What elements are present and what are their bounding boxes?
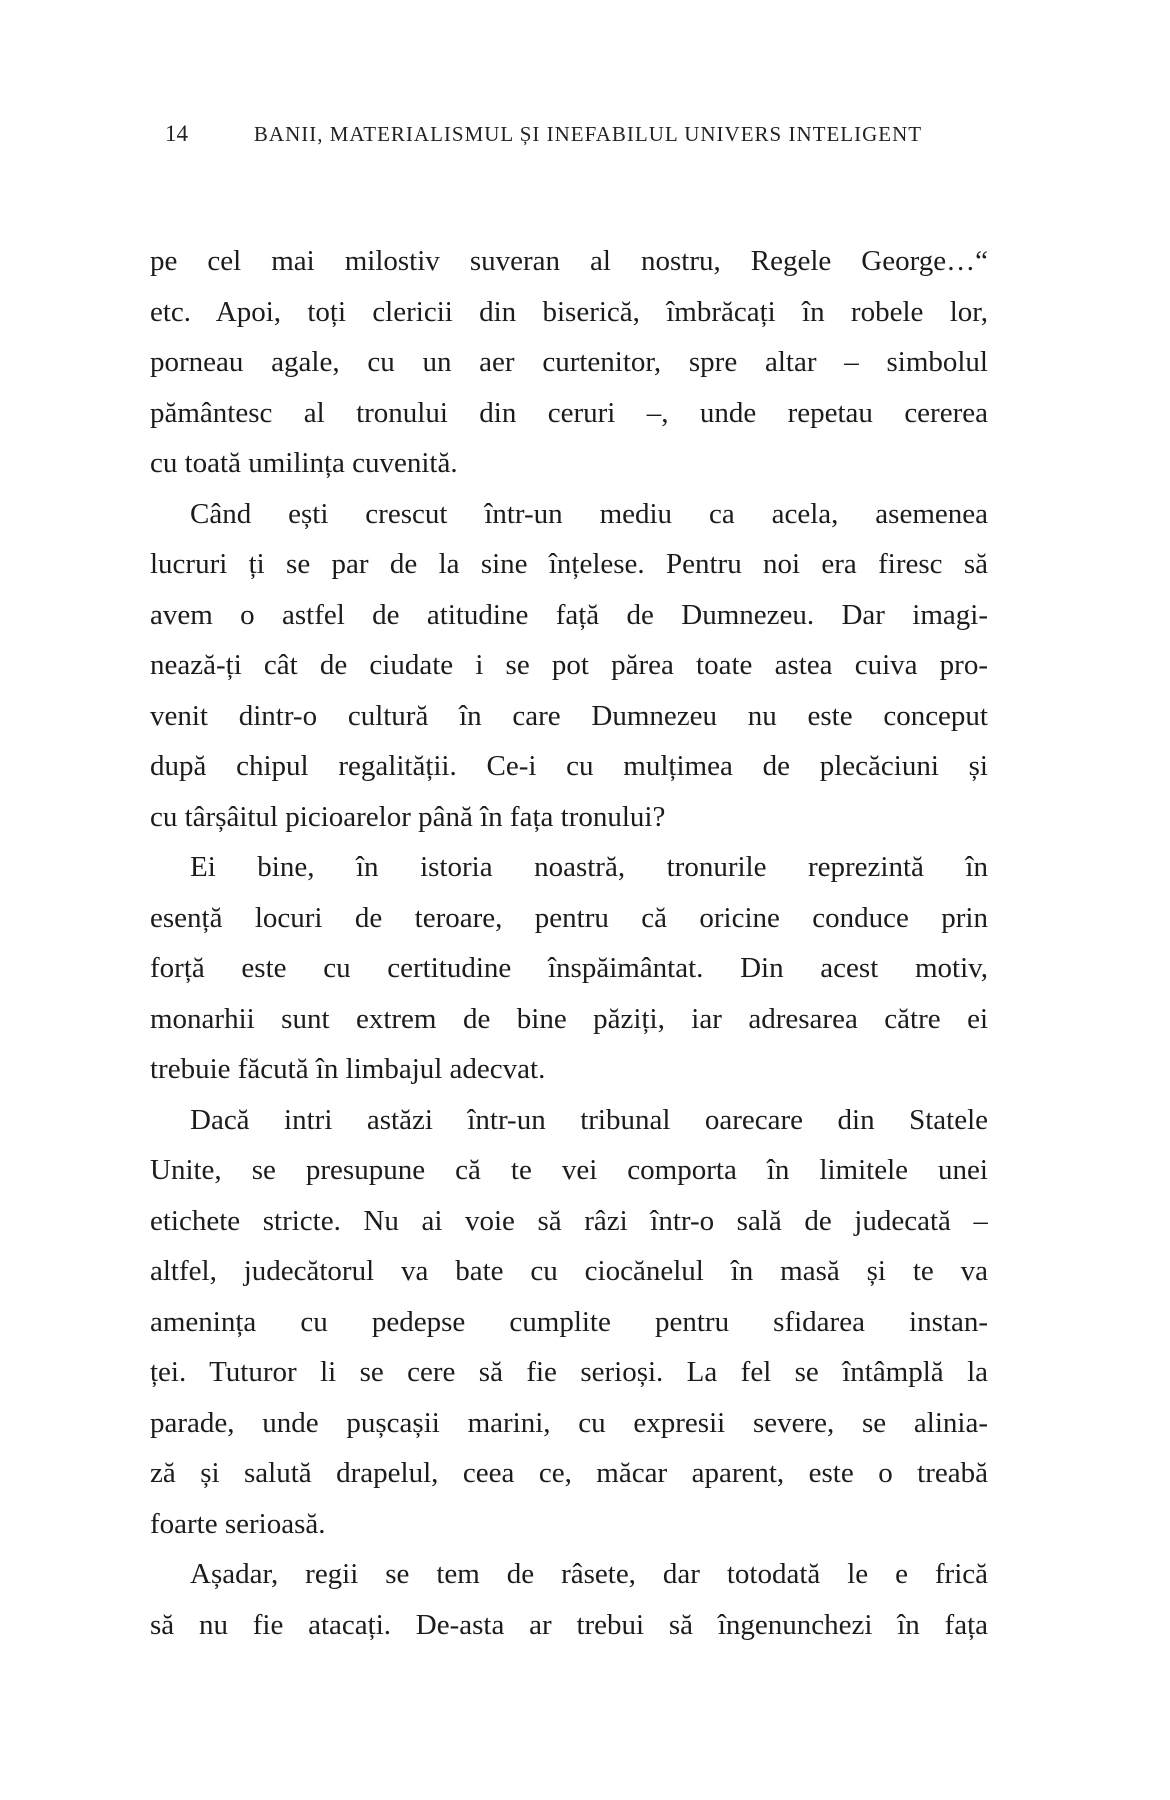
text-line: porneau agale, cu un aer curtenitor, spre altar – simbolul (150, 346, 988, 378)
text-line: amenința cu pedepse cumplite pentru sfidarea instan- (150, 1305, 988, 1338)
text-line: nează-ți cât de ciudate i se pot părea toate astea cuiva pro- (150, 649, 988, 681)
body-text (150, 236, 988, 1650)
text-line: ză și salută drapelul, ceea ce, măcar aparent, este o treabă (150, 1457, 988, 1489)
text-line: după chipul regalității. Ce-i cu mulțimea de plecăciuni și (150, 750, 988, 782)
text-line: Când ești crescut într-un mediu ca acela, asemenea (190, 497, 988, 530)
running-header (165, 121, 988, 147)
paragraph (150, 1095, 988, 1550)
text-line: trebuie făcută în limbajul adecvat. (150, 1053, 546, 1085)
text-line: Ei bine, în istoria noastră, tronurile reprezintă în (190, 851, 988, 883)
paragraph (150, 489, 988, 843)
text-line: foarte serioasă. (150, 1507, 326, 1540)
text-line: cu toată umilința cuvenită. (150, 447, 458, 479)
text-line: forță este cu certitudine înspăimântat. Din acest motiv, (150, 952, 988, 984)
paragraph (150, 1549, 988, 1650)
text-line: lucruri ți se par de la sine înțelese. Pentru noi era firesc să (150, 548, 988, 580)
text-line: Unite, se presupune că te vei comporta în limitele unei (150, 1154, 988, 1186)
text-line: cu târșâitul picioarelor până în fața tronului? (150, 800, 666, 833)
paragraph (150, 842, 988, 1095)
text-line: parade, unde pușcașii marini, cu expresii severe, se alinia- (150, 1406, 988, 1439)
text-line: pământesc al tronului din ceruri –, unde repetau cererea (150, 396, 988, 429)
text-line: să nu fie atacați. De-asta ar trebui să îngenunchezi în fața (150, 1608, 988, 1641)
text-line: monarhii sunt extrem de bine păziți, iar adresarea către ei (150, 1002, 988, 1035)
text-line: Așadar, regii se tem de râsete, dar totodată le e frică (190, 1558, 988, 1590)
text-line: etichete stricte. Nu ai voie să râzi într-o sală de judecată – (150, 1204, 988, 1237)
text-line: ței. Tuturor li se cere să fie serioși. La fel se întâmplă la (150, 1356, 988, 1388)
text-line: altfel, judecătorul va bate cu ciocănelul în masă și te va (150, 1255, 988, 1287)
text-line: pe cel mai milostiv suveran al nostru, Regele George…“ (150, 245, 988, 277)
text-line: esență locuri de teroare, pentru că oricine conduce prin (150, 901, 988, 934)
page-number: 14 (165, 121, 188, 146)
running-title: BANII, MATERIALISMUL ȘI INEFABILUL UNIVERS INTELIGENT (253, 122, 923, 146)
text-line: Dacă intri astăzi într-un tribunal oarecare din Statele (190, 1103, 988, 1136)
text-line: etc. Apoi, toți clericii din biserică, îmbrăcați în robele lor, (150, 295, 988, 328)
paragraph (150, 236, 988, 489)
text-line: avem o astfel de atitudine față de Dumnezeu. Dar imagi- (150, 598, 988, 631)
text-line: venit dintr-o cultură în care Dumnezeu nu este conceput (150, 699, 988, 732)
